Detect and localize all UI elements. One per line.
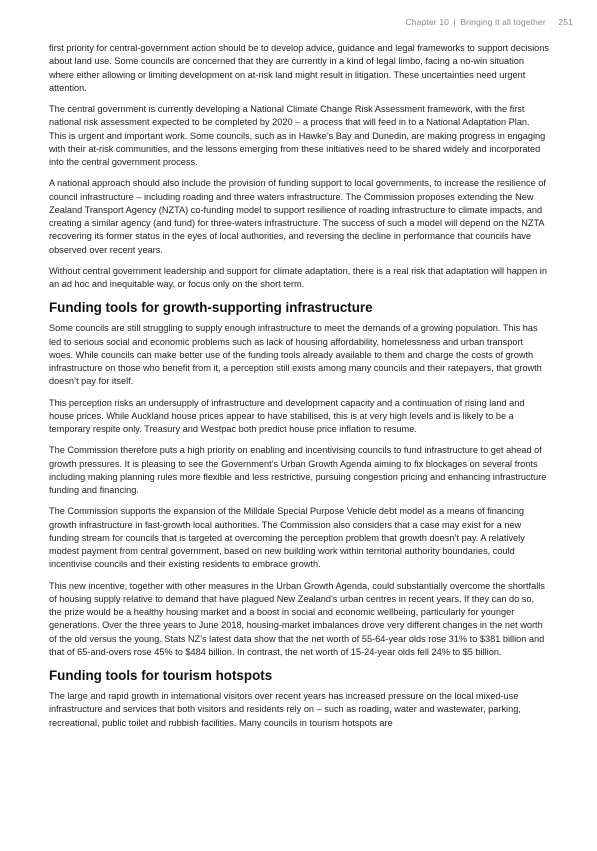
section-heading-tourism: Funding tools for tourism hotspots (49, 668, 273, 683)
section-heading-growth: Funding tools for growth-supporting infrastructure (49, 300, 373, 316)
body-paragraph: The central government is currently developing a National Climate Change Risk Assessment framework, with the first national risk assessment expected to be completed by 2020 – a process that will feed in to a National Adaptation Plan. This is urgent and important work. Some councils, such as in Hawke’s Bay and Dunedin, are making progress in engaging with their at-risk communities, and the lessons emerging from these initiatives need to be shared widely and incorporated into the central government process. (49, 104, 546, 167)
body-paragraph: This new incentive, together with other measures in the Urban Growth Agenda, could substantially overcome the shortfalls of housing supply relative to demand that have plagued New Zealand’s urban centres in recent years. If they can do so, the prize would be a healthy housing market and a boost in social and economic wellbeing, particularly for younger generations. Over the three years to June 2018, housing-market imbalances drove very different changes in the net worth of the old versus the young. Stats NZ’s latest data show that the net worth of 55-64-year olds rose 31% to $381 billion and that of 65-and-overs rose 45% to $484 billion. In contrast, the net worth of 15-24-year olds fell 24% to $5 billion. (49, 580, 545, 657)
body-paragraph: A national approach should also include the provision of funding support to local governments, to increase the resilience of council infrastructure – including roading and three waters infrastructure. The Commission proposes extending the New Zealand Transport Agency (NZTA) co-funding model to support resilience of roading infrastructure to climate impacts, and creating a similar agency (and fund) for three-waters infrastructure. The success of such a model will depend on the NZTA recovering its former status in the eyes of local authorities, and reversing the decline in performance that councils have observed over recent years. (49, 178, 546, 255)
body-paragraph: first priority for central-government action should be to develop advice, guidance and legal frameworks to support decisions about land use. Some councils are concerned that they are currently in a kind of legal limbo, facing a no-win situation where either allowing or limiting development on at-risk land might result in litigation. These uncertainties need urgent attention. (49, 43, 549, 93)
body-content (49, 42, 549, 738)
chapter-title: Bringing it all together (460, 17, 546, 27)
body-paragraph: The large and rapid growth in international visitors over recent years has increased pressure on the local mixed-use infrastructure and services that both visitors and residents rely on – such as roading, water and wastewater, parking, recreational, public toilet and rubbish facilities. Many councils in tourism hotspots are (49, 691, 521, 728)
body-paragraph: This perception risks an undersupply of infrastructure and development capacity and a continuation of rising land and house prices. While Auckland house prices appear to have stabilised, this is at very high levels and is likely to be a temporary respite only. Treasury and Westpac both predict house price inflation to resume. (49, 397, 525, 434)
page-number: 251 (558, 17, 573, 27)
body-paragraph: The Commission therefore puts a high priority on enabling and incentivising councils to fund infrastructure to get ahead of growth pressures. It is pleasing to see the Government’s Urban Growth Agenda aiming to fix blockages on several fronts including making planning rules more flexible and less restrictive, pursuing congestion pricing and enhancing infrastructure funding and financing. (49, 445, 547, 495)
header-separator: | (453, 17, 456, 27)
chapter-label: Chapter 10 (405, 17, 449, 27)
body-paragraph: The Commission supports the expansion of the Milldale Special Purpose Vehicle debt model as a means of financing growth infrastructure in fast-growth local authorities. The Commission also considers that a case may exist for a new funding stream for councils that is targeted at overcoming the perception problem that growth doesn’t pay. A relatively modest payment from central government, based on new building work within territorial authority boundaries, could incentivise councils and their existing residents to embrace growth. (49, 506, 525, 570)
body-paragraph: Some councils are still struggling to supply enough infrastructure to meet the demands of a growing population. This has led to serious social and economic problems such as lack of housing affordability, homelessness and urban transport woes. While councils can make better use of the funding tools already available to them and charge the costs of growth infrastructure on those who benefit from it, a perception still exists among many councils and their ratepayers, that growth doesn’t pay for itself. (49, 323, 542, 387)
body-paragraph: Without central government leadership and support for climate adaptation, there is a real risk that adaptation will happen in an ad hoc and inequitable way, or focus only on the short term. (49, 265, 547, 289)
running-header (405, 17, 573, 27)
